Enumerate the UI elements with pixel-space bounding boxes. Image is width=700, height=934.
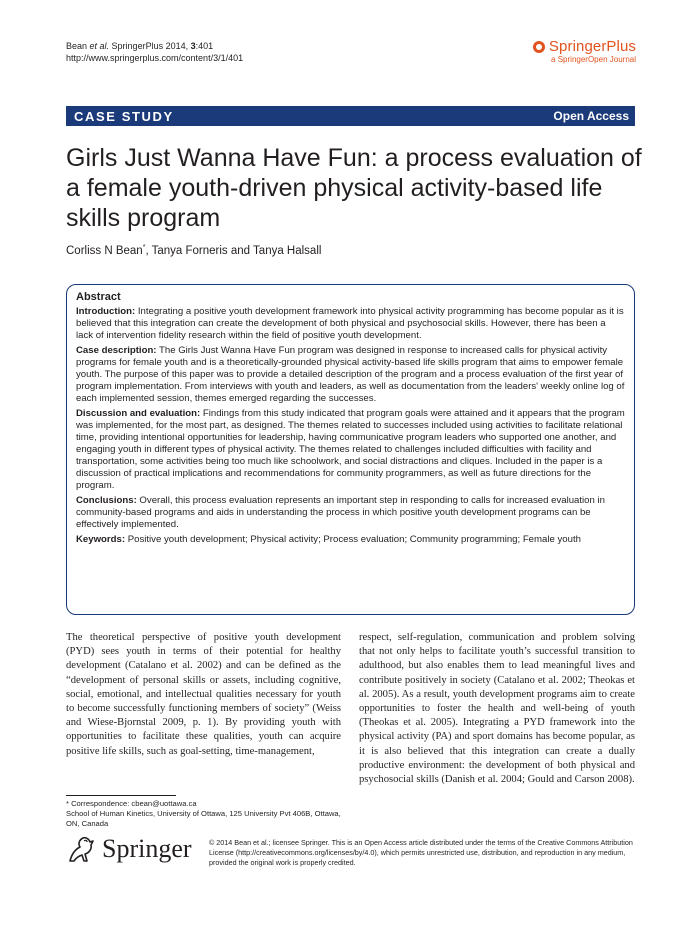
abstract-discussion [76,408,625,492]
citation-etal: et al. [89,41,110,51]
section-head: Case description: [76,345,157,356]
abstract-conclusions [76,495,625,531]
section-text: Positive youth development; Physical activity; Process evaluation; Community programming; Female youth [125,534,581,545]
journal-subtitle: a SpringerOpen Journal [551,55,636,64]
abstract-keywords [76,534,625,546]
springer-horse-icon [66,835,96,863]
journal-name: SpringerPlus [548,38,636,55]
section-head: Conclusions: [76,495,137,506]
abstract-heading: Abstract [76,291,121,303]
license-statement: © 2014 Bean et al.; licensee Springer. This is an Open Access article distributed under the terms of the Creative Commons Attribution License (http://creativecommons.org/licenses/by/4.0), which permits unrestricted use, distribution, and reproduction in any medium, provided the original work is properly credited. [209,838,633,867]
citation-volume: 3 [190,41,196,51]
section-text: Overall, this process evaluation represents an important step in responding to calls for increased evaluation in community-based programs and aids in understanding the process in which positive youth development programs can be effectively implemented. [76,495,605,530]
corresponding-mark: * [142,244,146,251]
citation-header [66,40,243,64]
citation-line [66,40,243,52]
author-list [66,244,321,257]
article-url[interactable]: http://www.springerplus.com/content/3/1/401 [66,53,244,63]
open-access-label: Open Access [553,109,629,123]
abstract-case-description [76,345,625,405]
springerplus-mark-icon [533,41,545,53]
section-text: The Girls Just Wanna Have Fun program was designed in response to increased calls for physical activity programs for female youth and is a theoretically-grounded physical activity-based life skills program that aims to empower female youth. The purpose of this paper was to provide a detailed description of the program and a process evaluation of the first year of program implementation. From interviews with youth and leaders, as well as documentation from the leaders' weekly online log of each implemented session, themes emerged regarding the successes. [76,345,625,404]
article-type-banner [66,106,635,126]
author-affiliation: School of Human Kinetics, University of Ottawa, 125 University Pvt 406B, Ottawa, ON, Canada [66,809,341,828]
section-head: Discussion and evaluation: [76,408,201,419]
section-head: Keywords: [76,534,126,545]
footnote-divider [66,795,176,796]
citation-article: :401 [195,41,214,51]
section-head: Introduction: [76,306,136,317]
author-corresponding[interactable]: Corliss N Bean [66,244,143,257]
section-text: Findings from this study indicated that program goals were attained and it appears that the program was implemented, for the most part, as designed. The themes related to successes included using activities to facilitate relational time, providing intentional opportunities for leadership, having communicative program leaders who supported one another, and engaging youth in different types of physical activity. The themes related to challenges included difficulties with facility and transportation, some activities being too much like schoolwork, and social distractions and cliques. Included in the paper is a discussion of practical implications and recommendations for community programmers, as well as future directions for the program. [76,408,625,491]
author-others: , Tanya Forneris and Tanya Halsall [145,244,322,257]
body-column-right: respect, self-regulation, communication and problem solving that not only helps to facilitate youth’s successful transition to adulthood, but also enables them to lead meaningful lives and contribute positively in society (Catalano et al. 2002; Theokas et al. 2005). As a result, youth development programs aim to create opportunities to foster the health and well-being of youth (Theokas et al. 2005). Integrating a PYD framework into the physical activity (PA) and sport domains has become popular, as it is also believed that this integration can create a dually productive environment: the development of both physical and psychosocial skills (Danish et al. 2004; Gould and Carson 2008). [359,632,635,786]
springer-publisher-logo [66,834,192,864]
article-title: Girls Just Wanna Have Fun: a process evaluation of a female youth-driven physical activity-based life skills program [66,144,642,232]
abstract-introduction [76,306,625,342]
publisher-name: Springer [102,834,192,863]
body-column-left: The theoretical perspective of positive youth development (PYD) sees youth in terms of their potential for healthy development (Catalano et al. 2002) and can be defined as the “development of personal skills or assets, including cognitive, social, emotional, and intellectual qualities necessary for youth to become successfully functioning members of society” (Weiss and Wiese-Bjornstal 2009, p. 1). By providing youth with opportunities to facilitate these qualities, youth can acquire positive life skills, such as goal-setting, time-management, [66,632,341,757]
citation-author: Bean [66,41,90,51]
article-type-label: CASE STUDY [74,108,174,124]
citation-journal: SpringerPlus 2014, [109,41,191,51]
correspondence-email[interactable]: * Correspondence: cbean@uottawa.ca [66,799,197,808]
footnote [66,799,346,829]
section-text: Integrating a positive youth development framework into physical activity programming has become popular as it is believed that this integration can create the development of both physical and psychosocial skills. However, there has been a lack of intervention fidelity research within the field of positive youth development. [76,306,624,341]
abstract-box [66,284,635,615]
springerplus-logo [533,38,636,64]
